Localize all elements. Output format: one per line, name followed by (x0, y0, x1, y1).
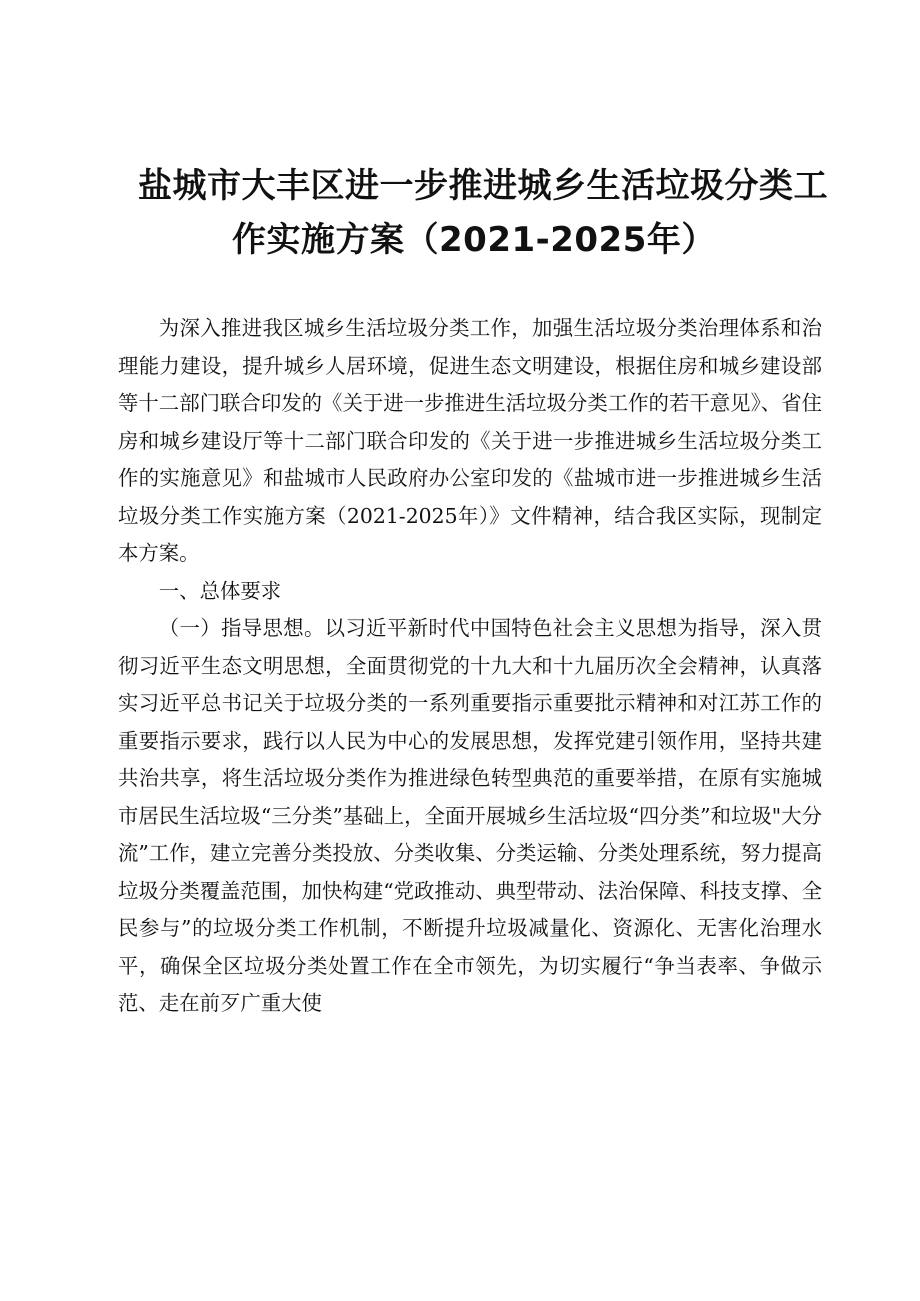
document-title-line-1: 盐城市大丰区进一步推进城乡生活垃圾分类工 (138, 166, 828, 206)
section-heading-general-requirements: 一、总体要求 (158, 578, 282, 603)
document-body (118, 310, 822, 1023)
guiding-ideology-paragraph: （一）指导思想。以习近平新时代中国特色社会主义思想为指导，深入贯彻习近平生态文明思想，全面贯彻党的十九大和十九届历次全会精神，认真落实习近平总书记关于垃圾分类的一系列重要指示重要批示精神和对江苏工作的重要指示要求，践行以人民为中心的发展思想，发挥党建引领作用，坚持共建共治共享，将生活垃圾分类作为推进绿色转型典范的重要举措，在原有实施城市居民生活垃圾“三分类”基础上，全面开展城乡生活垃圾“四分类”和垃圾"大分流”工作，建立完善分类投放、分类收集、分类运输、分类处理系统，努力提高垃圾分类覆盖范围，加快构建“党政推动、典型带动、法治保障、科技支撑、全民参与”的垃圾分类工作机制，不断提升垃圾减量化、资源化、无害化治理水平，确保全区垃圾分类处置工作在全市领先，为切实履行“争当表率、争做示范、走在前歹广重大使 (118, 616, 822, 1015)
document-title-line-2: 作实施方案（2021-2025年） (232, 220, 716, 260)
intro-paragraph: 为深入推进我区城乡生活垃圾分类工作，加强生活垃圾分类治理体系和治理能力建设，提升城乡人居环境，促进生态文明建设，根据住房和城乡建设部等十二部门联合印发的《关于进一步推进生活垃圾分类工作的若干意见》、省住房和城乡建设厅等十二部门联合印发的《关于进一步推进城乡生活垃圾分类工作的实施意见》和盐城市人民政府办公室印发的《盐城市进一步推进城乡生活垃圾分类工作实施方案（2021-2025年）》文件精神，结合我区实际，现制定本方案。 (118, 316, 822, 565)
